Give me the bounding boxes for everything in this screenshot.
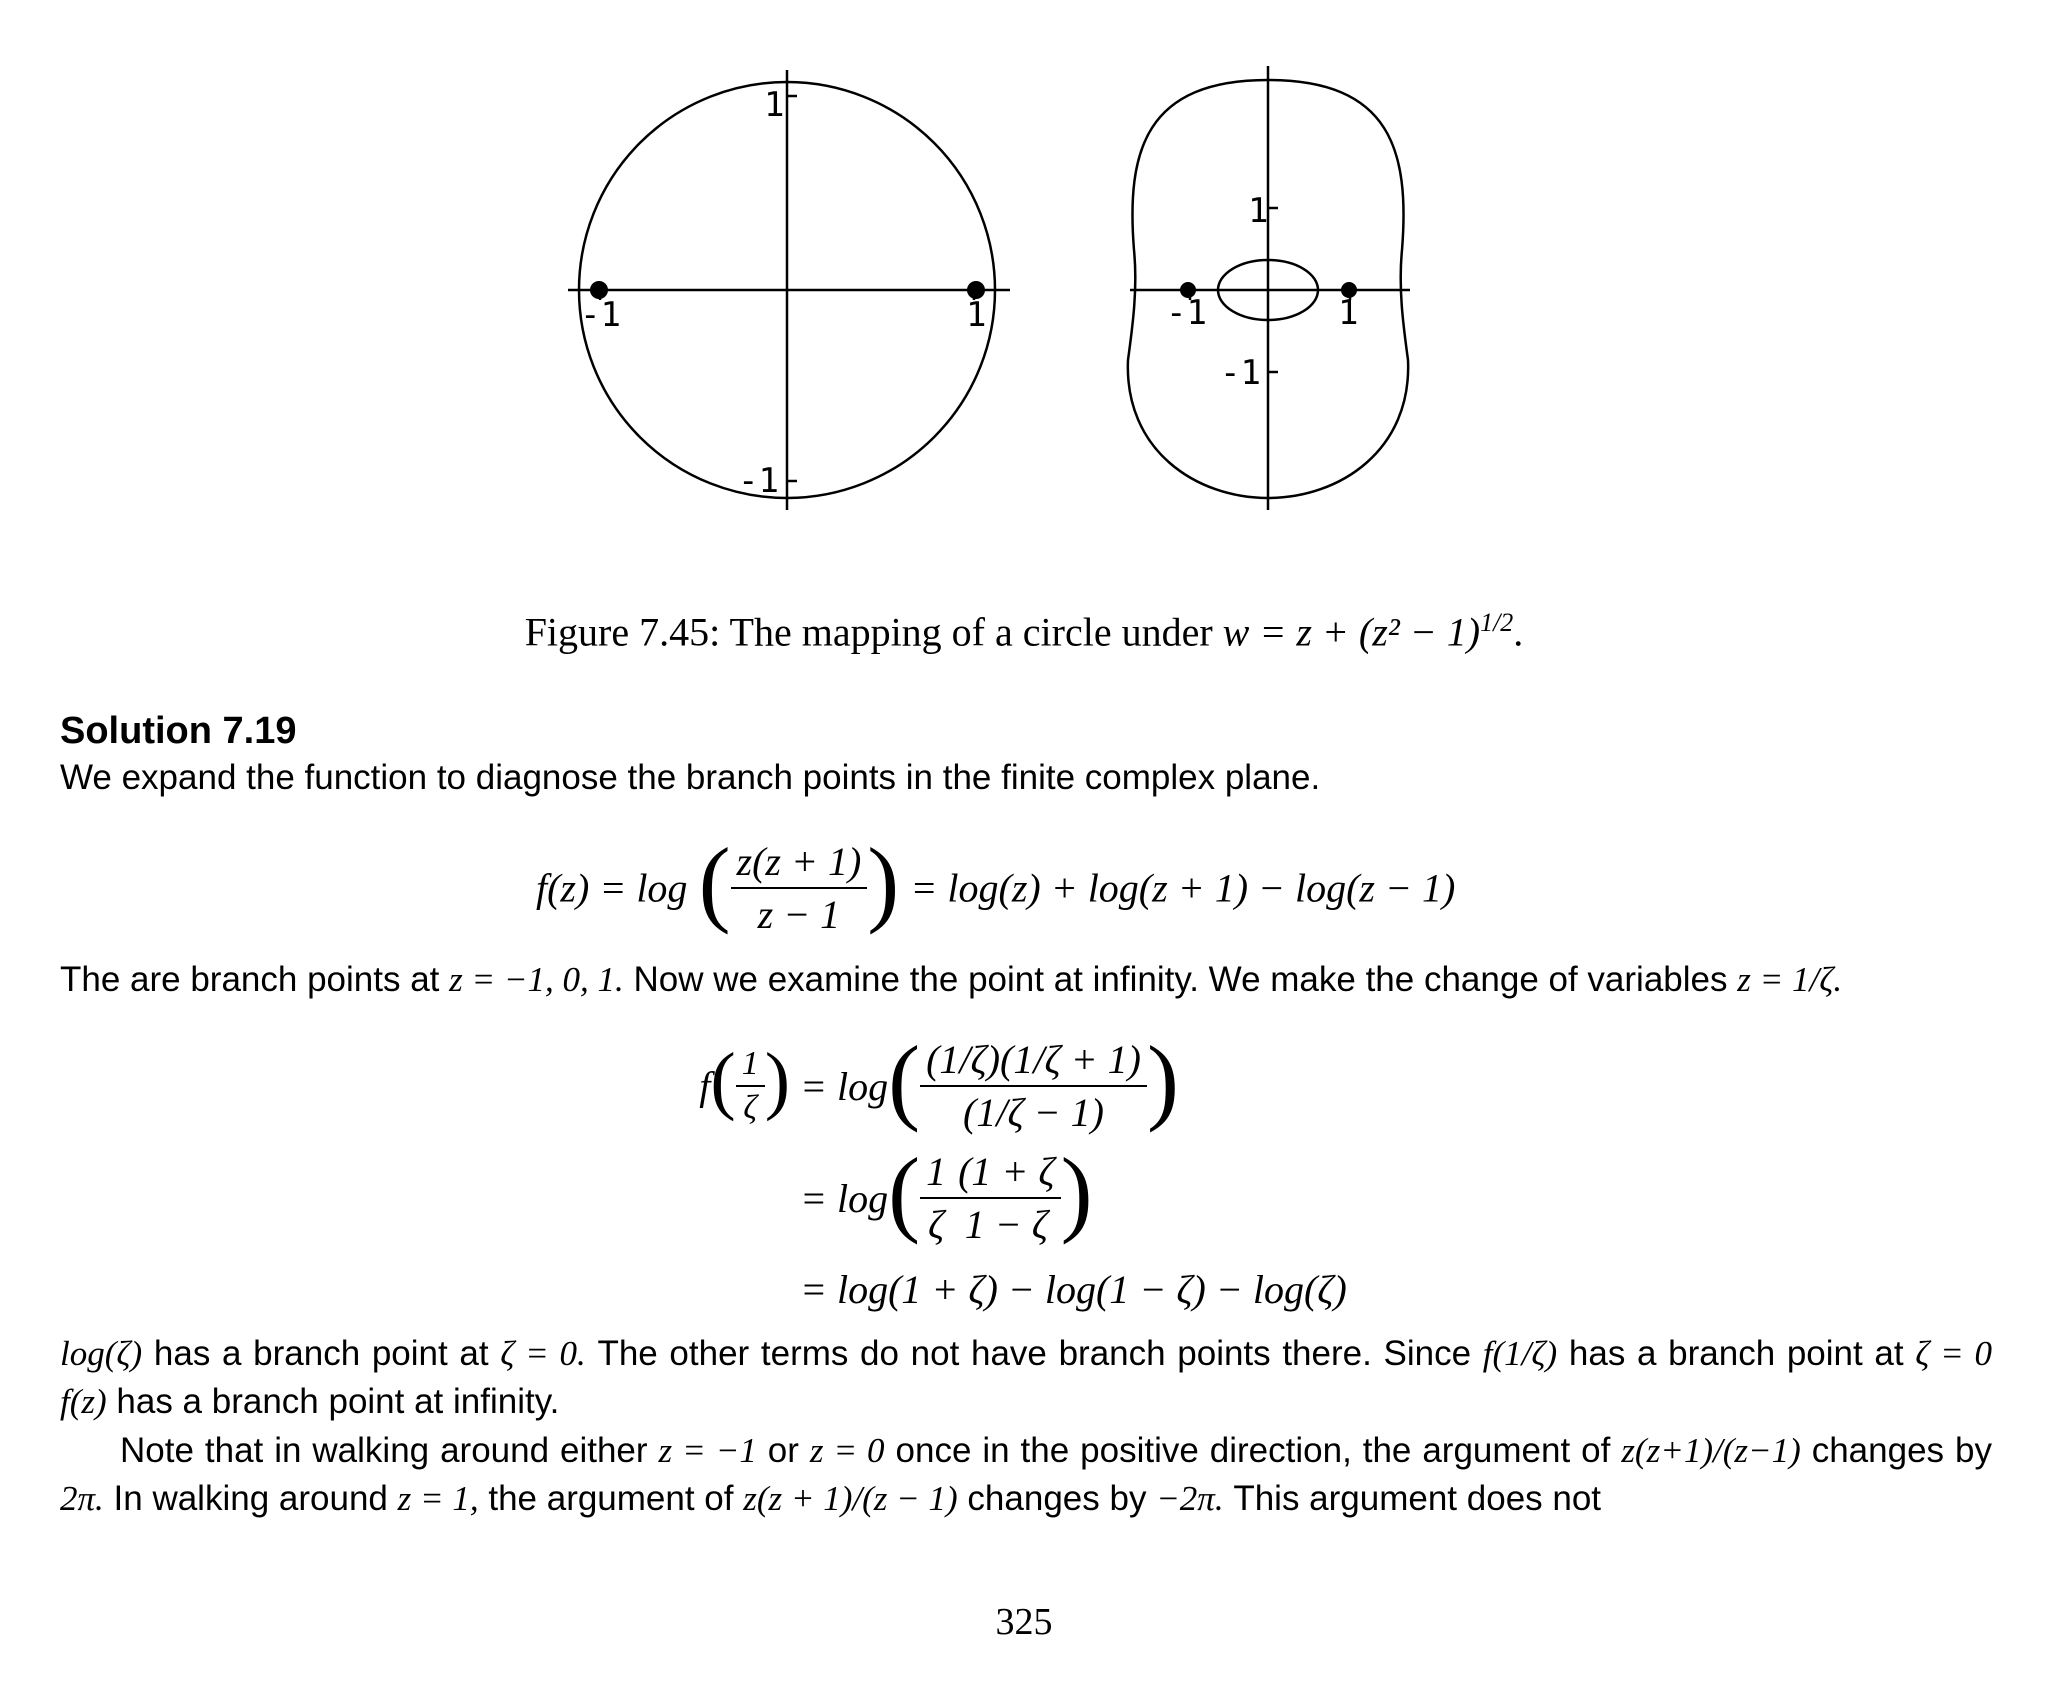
eq2-lhs-paren-open: (: [710, 1038, 736, 1122]
paragraph-argument: [60, 1427, 1992, 1523]
para3-math-7: −2π.: [1156, 1479, 1224, 1518]
eq1-denominator: z − 1: [757, 892, 841, 937]
para2-text-2: The other terms do not have branch points there. Since: [597, 1334, 1472, 1373]
eq2-row-2: [672, 1138, 1347, 1254]
eq2-row2-fraction-2: [952, 1148, 1061, 1248]
eq2-row3: = log(1 + ζ) − log(1 − ζ) − log(ζ): [800, 1266, 1347, 1312]
para2-math-1: log(ζ): [60, 1334, 143, 1373]
page-number: 325: [995, 1601, 1053, 1643]
para2-text-3: has a branch point at: [1568, 1334, 1904, 1373]
eq2-row1-paren-close: ): [1146, 1026, 1179, 1133]
eq2-row2-num2: (1 + ζ: [952, 1148, 1061, 1199]
para1-text-b: Now we examine the point at infinity. We make the change of variables: [633, 960, 1728, 999]
eq1-paren-close: ): [867, 828, 900, 935]
para3-math-5: z = 1,: [397, 1479, 479, 1518]
para1-math-a: z = −1, 0, 1.: [449, 960, 624, 999]
para3-text-5: In walking around: [113, 1479, 388, 1518]
eq2-row2-den1: ζ: [927, 1202, 945, 1247]
right-plot: [1128, 66, 1410, 510]
paragraph-branch-points: [60, 960, 1842, 1000]
para3-math-4: 2π.: [60, 1479, 104, 1518]
figure-caption: [0, 608, 2048, 655]
eq2-row-1: [672, 1026, 1347, 1142]
eq1-rhs: = log(z) + log(z + 1) − log(z − 1): [910, 865, 1456, 911]
eq2-row1-num: (1/ζ)(1/ζ + 1): [920, 1036, 1147, 1087]
para3-text-3: once in the positive direction, the argument of: [895, 1431, 1611, 1470]
left-tick-label-bottom: -1: [738, 461, 779, 501]
eq2-lhs-num: 1: [736, 1045, 765, 1087]
eq1-lhs: f(z) = log: [536, 865, 688, 911]
figure-7-45: [0, 0, 2048, 560]
caption-math: w = z + (z² − 1): [1222, 609, 1481, 655]
eq2-row2-fraction-1: [920, 1148, 952, 1248]
para2-math-3: f(1/ζ): [1482, 1334, 1558, 1373]
eq2-row1-log: = log: [800, 1063, 889, 1109]
eq2-lhs-fraction: [736, 1045, 765, 1127]
eq1-numerator: z(z + 1): [731, 838, 868, 889]
caption-text: The mapping of a circle under: [729, 609, 1213, 655]
para2-math-2: ζ = 0.: [500, 1334, 586, 1373]
para3-text-1: Note that in walking around either: [120, 1431, 648, 1470]
para3-math-1: z = −1: [658, 1431, 757, 1470]
eq2-row-3: [672, 1254, 1347, 1324]
eq2-row2-den2: 1 − ζ: [964, 1202, 1048, 1247]
equation-1: [536, 828, 1456, 938]
para3-math-3: z(z+1)/(z−1): [1621, 1431, 1801, 1470]
para2-math-5: f(z): [60, 1382, 107, 1421]
para1-math-b: z = 1/ζ.: [1737, 960, 1843, 999]
equation-2: [672, 1026, 1347, 1324]
eq1-paren-open: (: [698, 828, 731, 935]
caption-end: .: [1513, 609, 1524, 655]
eq1-fraction: [731, 838, 868, 938]
eq2-row1-fraction: [920, 1036, 1147, 1136]
para3-text-8: This argument does not: [1233, 1479, 1602, 1518]
left-tick-label-right: 1: [966, 295, 987, 335]
eq2-row1-paren-open: (: [888, 1026, 921, 1133]
para3-math-2: z = 0: [809, 1431, 885, 1470]
para3-math-6: z(z + 1)/(z − 1): [743, 1479, 958, 1518]
eq2-row1-den: (1/ζ − 1): [963, 1090, 1104, 1135]
right-tick-label-bottom: -1: [1220, 353, 1261, 393]
eq2-lhs: [672, 1038, 790, 1127]
para3-text-7: changes by: [967, 1479, 1147, 1518]
eq2-lhs-den: ζ: [743, 1089, 758, 1126]
para3-text-2: or: [767, 1431, 799, 1470]
para2-math-4: ζ = 0: [1915, 1334, 1992, 1373]
eq2-row2-log: = log: [800, 1175, 889, 1221]
eq2-lhs-f: f: [699, 1063, 711, 1109]
eq2-lhs-paren-close: ): [764, 1038, 790, 1122]
caption-exponent: 1/2: [1480, 608, 1514, 637]
left-plot: [568, 70, 1010, 510]
para2-text-4: has a branch point at infinity.: [116, 1382, 560, 1421]
para2-text-1: has a branch point at: [153, 1334, 489, 1373]
right-tick-label-right: 1: [1338, 293, 1359, 333]
eq2-row2-paren-open: (: [888, 1138, 921, 1245]
eq2-row2-num1: 1: [920, 1148, 952, 1199]
eq2-row2-paren-close: ): [1060, 1138, 1093, 1245]
paragraph-infinity: [60, 1330, 1992, 1426]
caption-label: Figure 7.45:: [524, 609, 721, 655]
left-tick-label-left: -1: [580, 295, 621, 335]
para3-text-6: the argument of: [488, 1479, 734, 1518]
para1-text-a: The are branch points at: [60, 960, 440, 999]
solution-heading: Solution 7.19: [60, 710, 297, 752]
left-tick-label-top: 1: [764, 85, 785, 125]
right-tick-label-left: -1: [1166, 293, 1207, 333]
solution-intro: We expand the function to diagnose the branch points in the finite complex plane.: [60, 758, 1321, 797]
para3-text-4: changes by: [1811, 1431, 1992, 1470]
right-tick-label-top: 1: [1248, 191, 1269, 231]
